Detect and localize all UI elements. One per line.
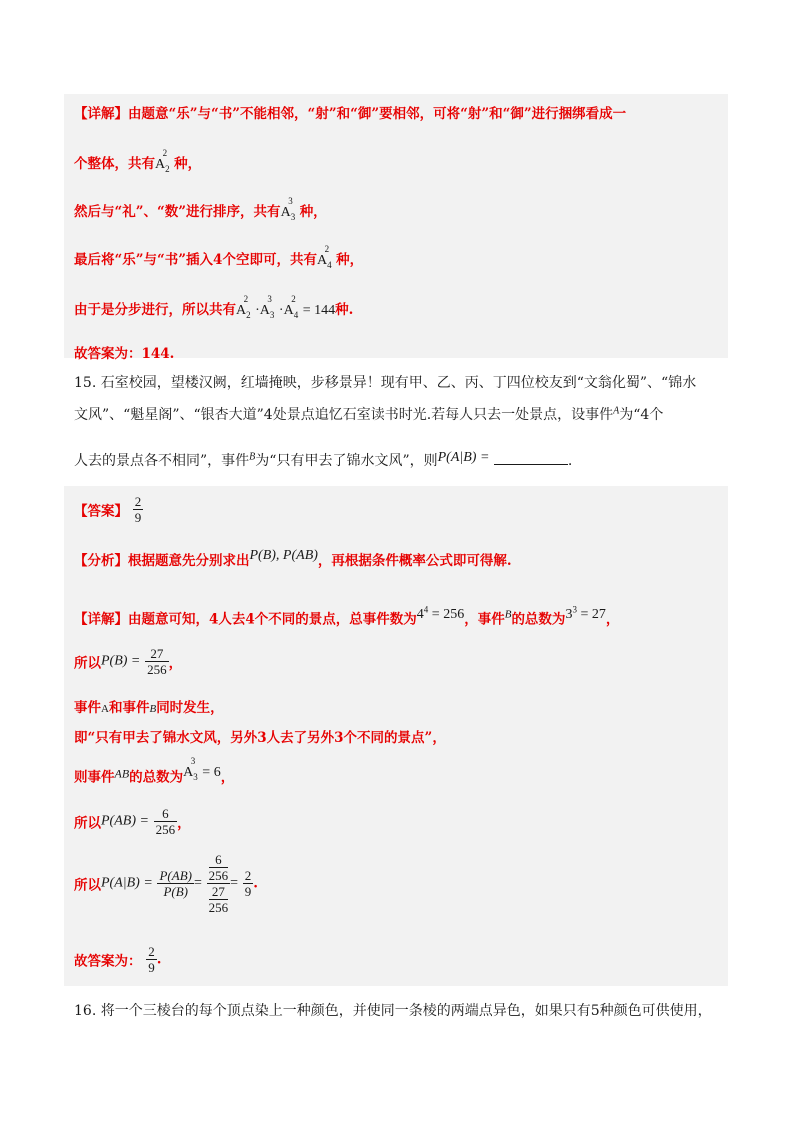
nested-num: 6 — [215, 852, 222, 867]
frac-num: P(AB) — [159, 868, 192, 883]
q15-event-a: A — [613, 405, 620, 417]
q15-event-b: B — [249, 451, 256, 463]
s14-line4 — [74, 244, 364, 270]
s15-d2-pre: 所以 — [74, 655, 101, 672]
s15-d1-mid2: 的总数为 — [511, 611, 566, 628]
s15-d1-expr2: = 27 — [580, 606, 606, 622]
q15-line3 — [74, 450, 572, 470]
s15-d2-post: ， — [168, 655, 183, 672]
s15-d2-lhs: P(B) = — [101, 653, 141, 669]
s14-line2 — [74, 148, 202, 174]
s15-detail-line6 — [74, 806, 191, 837]
q16-text: 将一个三棱台的每个顶点染上一种颜色，并使同一条棱的两端点异色，如果只有5种颜色可供使用， — [100, 1003, 712, 1019]
s14-line3-pre: 然后与“礼”、“数”进行排序，共有 — [74, 204, 281, 220]
s15-d5-mid: 的总数为 — [129, 769, 184, 786]
s15-detail-line1 — [74, 604, 619, 628]
perm-product: $A_2^2\cdot A_3^3\cdot A_4^2= 144$ — [236, 294, 336, 320]
q15-line3-mid: 为“只有甲去了锦水文风”，则 — [255, 453, 438, 469]
s15-total-expr: $4^4 = 256$ — [416, 604, 465, 622]
q15-line1 — [74, 372, 696, 392]
s15-d4: 即“只有甲去了锦水文风，另外3人去了另外3个不同的景点”， — [74, 730, 446, 746]
frac-den: 256 — [155, 822, 176, 837]
nested-num: 27 — [209, 884, 229, 900]
frac-den — [207, 884, 231, 915]
frac-num: 2 — [134, 494, 142, 509]
s15-detail-line7 — [74, 852, 258, 915]
s15-b-expr: $3^3 = 27$ — [565, 604, 606, 622]
s15-analysis-post: ，再根据条件概率公式即可得解. — [317, 553, 512, 569]
s14-product-value: 144 — [314, 303, 336, 318]
perm-a42: $A_4^2$ — [316, 244, 332, 270]
s15-d6-pre: 所以 — [74, 815, 101, 832]
frac-num: 2 — [148, 944, 155, 959]
s15-answer-fraction — [133, 494, 144, 525]
frac-den: 9 — [134, 510, 142, 525]
s15-ab-expr: $A_3^3= 6$ — [183, 756, 221, 782]
q15-line3-end: . — [567, 453, 573, 469]
s14-line2-post: 种， — [174, 156, 202, 172]
s15-d6-post: ， — [177, 815, 191, 832]
s15-d5-expr: = 6 — [202, 764, 221, 780]
nested-den: 256 — [208, 900, 229, 915]
q15-line1-text: 石室校园，望楼汉阙，红墙掩映，步移景异！现有甲、乙、丙、丁四位校友到“文翁化蜀”、“锦水 — [100, 375, 697, 391]
s15-d3-b: B — [149, 703, 157, 715]
s15-d5-var: AB — [114, 766, 130, 781]
s14-line3 — [74, 196, 327, 222]
frac-num: 6 — [154, 806, 178, 822]
s15-analysis-tag: 【分析】 — [74, 553, 128, 569]
s15-detail-line5 — [74, 756, 235, 786]
s15-answer-tag: 【答案】 — [74, 503, 128, 520]
equals-sign: = — [230, 875, 238, 891]
s15-d1-var: B — [504, 608, 512, 621]
frac-den: P(B) — [163, 884, 188, 899]
s15-final-answer — [74, 944, 161, 975]
q16-number: 16. — [74, 1003, 97, 1019]
s15-final-label: 故答案为： — [74, 953, 142, 970]
s14-line1-text: 由题意“乐”与“书”不能相邻，“射”和“御”要相邻，可将“射”和“御”进行捆绑看成一 — [128, 106, 627, 122]
s14-answer-value: 144. — [141, 346, 175, 362]
s15-final-post: . — [156, 951, 162, 968]
s14-line3-post: 种， — [299, 204, 327, 220]
s15-d3-pre: 事件 — [74, 700, 101, 716]
s15-d6-lhs: P(AB) = — [101, 813, 149, 829]
s14-line4-post: 种， — [336, 252, 364, 268]
frac-den: 9 — [244, 884, 252, 899]
s15-d1-expr1: = 256 — [431, 606, 465, 622]
s15-answer — [74, 494, 143, 525]
s15-d5-post: ， — [220, 769, 235, 786]
s15-d7-fraction2 — [207, 852, 231, 915]
s15-d1-pre: 由题意可知，4人去4个不同的景点，总事件数为 — [128, 611, 417, 628]
s15-detail-line3 — [74, 696, 224, 716]
s15-analysis-expr: P(B), P(AB) — [249, 548, 318, 563]
s15-analysis-pre: 根据题意先分别求出 — [128, 553, 250, 569]
s15-d3-mid: 和事件 — [108, 700, 150, 716]
s14-answer — [74, 342, 174, 362]
s14-detail-tag: 【详解】 — [74, 106, 128, 122]
s15-final-fraction — [146, 944, 157, 975]
s15-analysis — [74, 548, 512, 569]
s15-d1-post: ， — [605, 611, 620, 628]
s15-d3-post: 同时发生， — [156, 700, 224, 716]
answer-blank[interactable] — [494, 454, 568, 465]
s15-d7-fraction1 — [157, 868, 193, 899]
s15-d3-a: A — [101, 703, 109, 715]
s14-line5-pre: 由于是分步进行，所以共有 — [74, 302, 236, 318]
nested-den: 256 — [208, 868, 229, 883]
s14-line5-post: 种. — [335, 302, 354, 318]
s15-d7-result — [243, 868, 254, 899]
s14-line1 — [74, 102, 626, 122]
frac-num: 27 — [145, 646, 169, 662]
frac-den: 256 — [147, 662, 167, 677]
s15-detail-line2 — [74, 646, 182, 677]
frac-num — [207, 852, 231, 884]
s15-detail-tag: 【详解】 — [74, 611, 128, 628]
s15-d5-pre: 则事件 — [74, 769, 115, 786]
s14-line2-pre: 个整体，共有 — [74, 156, 155, 172]
perm-a33: $A_3^3$ — [280, 196, 296, 222]
q15-line2 — [74, 404, 663, 424]
s15-d6-fraction — [154, 806, 178, 837]
frac-den: 9 — [148, 960, 155, 975]
s15-d7-post: . — [253, 875, 258, 892]
s14-answer-label: 故答案为： — [74, 346, 142, 362]
s15-d7-lhs: P(A|B) = — [101, 875, 153, 891]
q16-line1 — [74, 1000, 712, 1020]
s14-line4-pre: 最后将“乐”与“书”插入4个空即可，共有 — [74, 252, 317, 268]
s14-line5 — [74, 294, 354, 320]
q15-line2-pre: 文风”、“魁星阁”、“银杏大道”4处景点追忆石室读书时光.若每人只去一处景点，设事件 — [74, 407, 614, 423]
q15-line3-pre: 人去的景点各不相同”，事件 — [74, 453, 250, 469]
perm-a22: $A_2^2$ — [155, 148, 170, 174]
s15-d1-mid: ，事件 — [464, 611, 505, 628]
s15-d2-fraction — [145, 646, 169, 677]
q15-number: 15. — [74, 375, 97, 391]
equals-sign: = — [193, 875, 202, 891]
q15-line2-post: 为“4个 — [619, 407, 664, 423]
s15-d7-pre: 所以 — [74, 877, 101, 894]
s15-detail-line4 — [74, 726, 446, 746]
q15-conditional-expr: P(A|B) = — [437, 450, 490, 465]
frac-num: 2 — [244, 868, 252, 883]
